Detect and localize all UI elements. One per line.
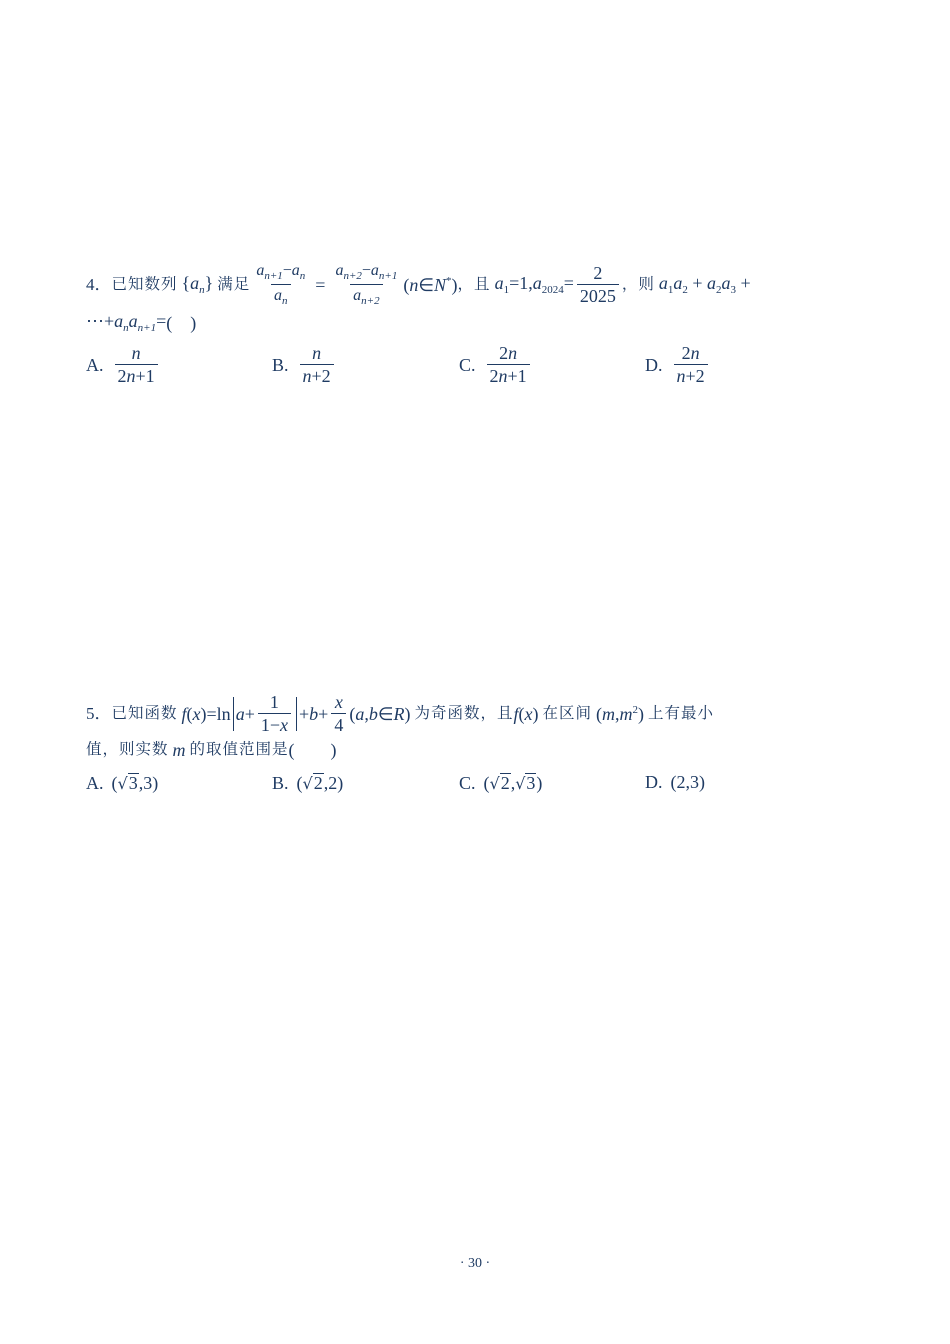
option-b: B. ( √ 2 ,2): [272, 772, 344, 793]
question-4-line-1: 4． 已知数列 $\{a_n\}$ 满足 $\frac{a_{n+1}-a_n}{a_n}$ = $\frac{a_{n+2}-a_{n+1}}{a_{n+2}}$ (n∈N*) ，且 $a_1=1,a_{2024}=$ $\frac{2}{2025}$ ，则 $a_1a_2 + a_2a_3$ +: [86, 262, 751, 307]
fraction: $\frac{2}{2025}$: [577, 264, 619, 305]
answer-blank: ( ): [166, 313, 197, 333]
option-c: C. ( √ 2 , √ 3 ): [459, 772, 543, 793]
page-number: · 30 ·: [459, 1256, 491, 1271]
option-a: A. $\frac{n}{2n+1}$: [86, 344, 161, 385]
question-4-options: [86, 344, 866, 388]
fraction: $\frac{a_{n+1}-a_n}{a_n}$: [256, 262, 306, 307]
question-number: 5．: [86, 704, 112, 723]
question-5-options: [86, 773, 866, 797]
option-a: A. ( √ 3 ,3): [86, 772, 159, 793]
question-number: 4．: [86, 275, 112, 294]
option-d: D. $\frac{2n}{n+2}$: [645, 344, 711, 385]
option-b: B. $\frac{n}{n+2}$: [272, 344, 337, 385]
question-4-line-2: $\cdots+a_na_{n+1}=$ ( ): [86, 311, 197, 334]
question-5-line-1: 5． 已知函数 f(x)=ln a+ $\frac{1}{1-x}$ +b+ $\frac{x}{4}$ (a,b∈R) 为奇函数，且 f(x) 在区间 $(m,m^2)$ 上有最小: [86, 692, 715, 735]
option-d: D. (2,3): [645, 772, 705, 792]
answer-blank: ( ): [288, 740, 337, 760]
fraction: $\frac{a_{n+2}-a_{n+1}}{a_{n+2}}$: [335, 262, 398, 307]
question-5-line-2: 值，则实数 m 的取值范围是 ( ): [86, 740, 337, 760]
option-c: C. $\frac{2n}{2n+1}$: [459, 344, 533, 385]
